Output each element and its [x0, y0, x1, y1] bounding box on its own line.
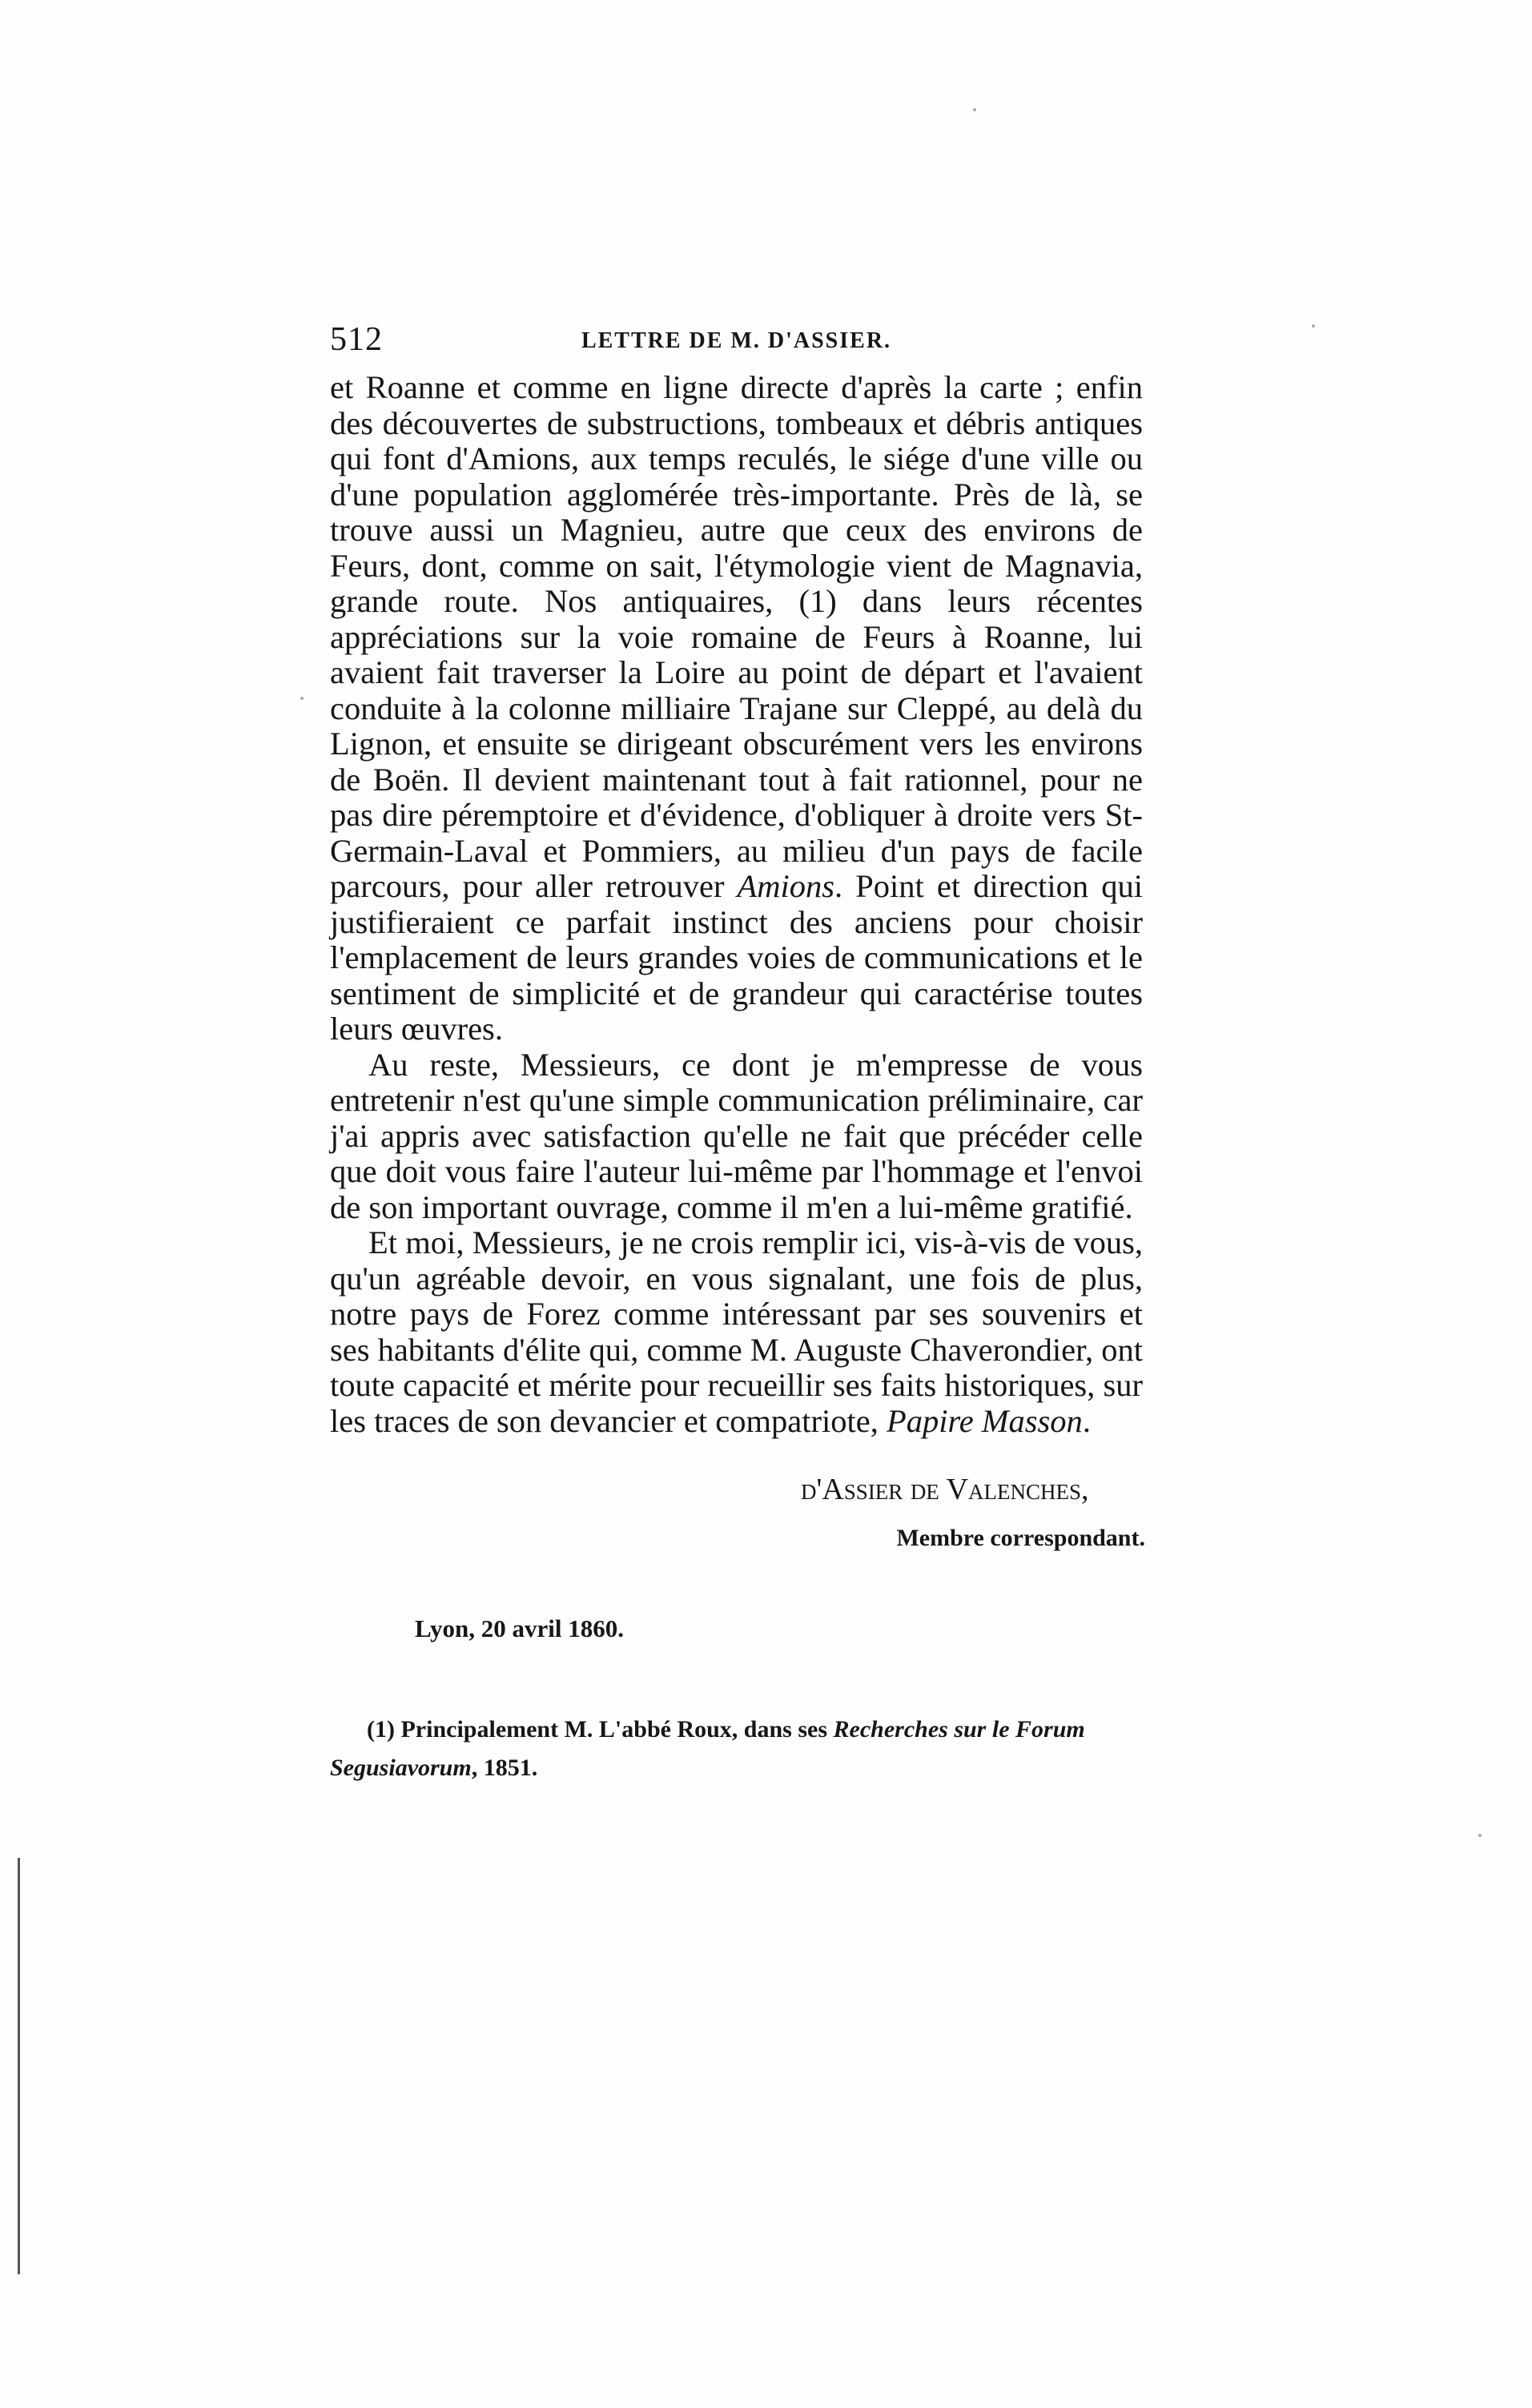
- footnote: [330, 1711, 1168, 1787]
- scan-speck: [300, 697, 304, 700]
- paragraph-3-end: .: [1082, 1402, 1091, 1439]
- scan-speck: [1478, 1834, 1482, 1837]
- scan-speck: [973, 108, 976, 111]
- body-text: [330, 370, 1143, 1439]
- signature-name: d'Assier de Valenches,: [801, 1473, 1089, 1506]
- paragraph-3-text: Et moi, Messieurs, je ne crois remplir ici, vis-à-vis de vous, qu'un agréable devoir, en vous signalant, une fois de plus, notre pays de Forez comme intéressant par ses souvenirs et ses habitants d'élite qui, comme M. Auguste Chaverondier, ont toute capacité et mérite pour recueillir ses faits historiques, sur les traces de son devancier et compatriote,: [330, 1224, 1143, 1439]
- running-head: LETTRE DE M. D'ASSIER.: [581, 328, 892, 353]
- paragraph-1: [330, 370, 1143, 1047]
- paragraph-1-italic: Amions: [737, 868, 835, 904]
- paragraph-2-text: Au reste, Messieurs, ce dont je m'empresse de vous entretenir n'est qu'une simple communication préliminaire, car j'ai appris avec satisfaction qu'elle ne fait que précéder celle que doit vous faire l'auteur lui-même par l'hommage et l'envoi de son important ouvrage, comme il m'en a lui-même gratifié.: [330, 1046, 1143, 1225]
- page-header: [330, 320, 1143, 360]
- footnote-italic-title: Recherches sur le Forum: [833, 1716, 1085, 1743]
- footnote-marker: (1): [367, 1716, 395, 1743]
- paragraph-3: [330, 1225, 1143, 1439]
- paragraph-1-text: et Roanne et comme en ligne directe d'après la carte ; enfin des découvertes de substructions, tombeaux et débris antiques qui font d'Amions, aux temps reculés, le siége d'une ville ou d'une population agglomérée très-importante. Près de là, se trouve aussi un Magnieu, autre que ceux des environs de Feurs, dont, comme on sait, l'étymologie vient de Magnavia, grande route. Nos antiquaires, (1) dans leurs récentes appréciations sur la voie romaine de Feurs à Roanne, lui avaient fait traverser la Loire au point de départ et l'avaient conduite à la colonne milliaire Trajane sur Cleppé, au delà du Lignon, et ensuite se dirigeant obscurément vers les environs de Boën. Il devient maintenant tout à fait rationnel, pour ne pas dire péremptoire et d'évidence, d'obliquer à droite vers St-Germain-Laval et Pommiers, au milieu d'un pays de facile parcours, pour aller retrouver: [330, 369, 1143, 904]
- footnote-italic-title-cont: Segusiavorum: [330, 1755, 472, 1781]
- paragraph-1-end: . Point et direction qui justifieraient ce parfait instinct des anciens pour choisir l'emplacement de leurs grandes voies de communications et le sentiment de simplicité et de grandeur qui caractérise toutes leurs œuvres.: [330, 868, 1143, 1047]
- footnote-end: , 1851.: [471, 1755, 538, 1781]
- dateline: Lyon, 20 avril 1860.: [415, 1614, 624, 1642]
- scan-margin-line: [18, 1858, 20, 2274]
- signature-block: [801, 1472, 1145, 1552]
- page-number: 512: [330, 321, 383, 358]
- scan-speck: [1312, 324, 1315, 328]
- footnote-continuation: [330, 1749, 1168, 1787]
- paragraph-3-italic: Papire Masson: [886, 1402, 1083, 1439]
- paragraph-2: [330, 1047, 1143, 1226]
- signature-role: Membre correspondant.: [896, 1525, 1145, 1551]
- footnote-text: Principalement M. L'abbé Roux, dans ses: [400, 1716, 828, 1743]
